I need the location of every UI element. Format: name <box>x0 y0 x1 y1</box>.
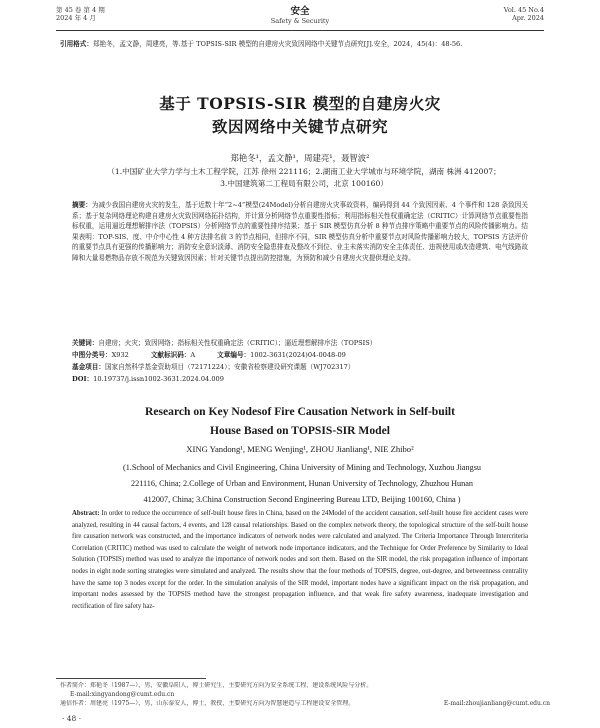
footnote-author-email: E-mail:xingyandong@cumt.edu.cn <box>70 691 175 698</box>
affiliations-zh-line2: 3.中国建筑第二工程局有限公司，北京 100160） <box>220 179 388 188</box>
header-date-en: Apr. 2024 <box>512 14 544 22</box>
running-header <box>56 6 544 28</box>
header-journal-zh: 安全 <box>290 6 310 17</box>
affiliations-en-line2: 221116, China; 2.College of Urban and Environment, Hunan University of Technology, Zhuzhou Hunan <box>131 479 473 488</box>
abstract-en-text: In order to reduce the occurrence of self-built house fires in China, based on the 24Model of the accident causation, self-built house fire accident cases were analyzed, resulting in 44 causal factors, 4 events, and 128 causal relationships. Based on the complex network theory, the topological structure of the self-built house fire causation network was constructed, and the importance indicators of network nodes were calculated and analyzed. The Criteria Importance Through Intercriteria Correlation (CRITIC) method was used to calculate the weight of network node importance indicators, and the Technique for Order Preference by Similarity to Ideal Solution (TOPSIS) method was used to analyze the importance of network nodes and sort them. Based on the SIR model, the risk propagation influence of important nodes in eight node sorting strategies were simulated and analyzed. The results show that the four methods of TOPSIS, degree, out-degree, and betweenness centrality have the same top 3 nodes except for the order. In the simulation analysis of the SIR model, important nodes have a significant impact on the risk propagation, and important nodes assessed by the TOPSIS method have the strongest propagation influence, and that weak fire safety awareness, inadequate investigation and rectification of fire safety haz- <box>72 510 528 610</box>
affiliations-en-line3: 412007, China; 3.China Construction Second Engineering Bureau LTD, Beijing 100160, China ) <box>143 495 461 504</box>
abstract-en-label: Abstract: <box>72 510 100 517</box>
footnote-corresponding-email: E-mail:zhoujianliang@cumt.edu.cn <box>443 700 550 707</box>
abstract-zh <box>72 200 528 264</box>
title-en-line1: Research on Key Nodesof Fire Causation Network in Self-built <box>144 405 455 418</box>
funding-label: 基金项目： <box>72 363 105 371</box>
keywords-zh-label: 关键词： <box>72 339 99 347</box>
clc-value: X932 <box>111 351 129 359</box>
footnote-author-bio: 作者简介：郑艳冬（1987—），男，安徽阜阳人，博士研究生，主要研究方向为安全系统工程、建设系统风险与分析。 <box>60 682 373 689</box>
abstract-en <box>72 508 528 612</box>
keywords-zh <box>72 338 540 348</box>
authors-zh: 郑艳冬¹，孟文静¹，周建亮¹，聂智波² <box>230 153 370 163</box>
funding <box>72 362 540 372</box>
abstract-zh-label: 摘要： <box>72 201 92 209</box>
citation-format <box>60 40 548 49</box>
header-rule <box>56 30 544 31</box>
header-journal-en: Safety & Security <box>270 17 330 25</box>
doi-label: DOI： <box>72 375 94 383</box>
title-en-line2: House Based on TOPSIS-SIR Model <box>210 424 390 437</box>
doi <box>72 374 540 384</box>
clc-label: 中图分类号： <box>72 351 112 359</box>
affiliations-en-line1: (1.School of Mechanics and Civil Engineering, China University of Mining and Technology, Xuzhou Jiangsu <box>122 463 482 472</box>
citation-label: 引用格式： <box>60 40 93 48</box>
header-volume-en-line: Vol. 45 No.4 <box>503 6 544 14</box>
doi-text: 10.19737/j.issn1002-3631.2024.04.009 <box>93 375 224 383</box>
footnote-rule <box>56 678 206 679</box>
classification-line <box>72 350 540 360</box>
keywords-zh-text: 自建房；火灾；致因网络；指标相关性权重确定法（CRITIC）；逼近理想解排序法（TOPSIS） <box>98 339 377 347</box>
affiliations-en <box>64 460 540 508</box>
article-no-label: 文章编号： <box>217 351 251 359</box>
doc-code-value: A <box>190 351 196 359</box>
affiliations-zh-line1: （1.中国矿业大学力学与土木工程学院，江苏 徐州 221116；2.湖南工业大学城市与环境学院，湖南 株洲 412007； <box>107 167 501 176</box>
title-en <box>60 402 540 440</box>
affiliations-zh <box>68 166 540 190</box>
abstract-zh-text: 为减少我国自建房火灾的发生，基于近数十年“2~4”模型(24Model)分析自建房火灾事故资料，编码得到 44 个致因因素、4 个事件和 128 条致因关系；基于复杂网络理论构建自建房火灾致因网络拓扑结构，并计算分析网络节点重要性指标；利用指标相关性权重确定法（CRITIC）计算网络节点重要性指标权重，运用逼近理想解排序法（TOPSIS）分析网络节点的重要性排序结果；基于 SIR 模型仿真分析 8 种节点排序策略中重要节点的风险传播影响力。结果表明：TOP-SIS、度、中介中心性 4 种方法排名前 3 的节点相同，但排序不同，SIR 模型仿真分析中重要节点对风险传播影响力较大，TOPSIS 方法评价的重要节点具有更强的传播影响力；消防安全意识淡薄、消防安全隐患排查及整改不到位、业主未落实消防安全主体责任、违规使用或改造建筑、电气线路故障和大量易燃物品存放不规范为关键致因因素；针对关键节点提出防控措施，为预防和减少自建房火灾提供理论支持。 <box>72 201 529 262</box>
authors-en: XING Yandong¹, MENG Wenjing¹, ZHOU Jianliang¹, NIE Zhibo² <box>186 444 414 454</box>
footnote-corresponding-text: 通信作者：周建亮（1975—），男，山东泰安人，博士，教授，主要研究方向为智慧建造与工程建设安全管理。 <box>60 700 355 707</box>
header-volume-en <box>504 6 544 22</box>
funding-text: 国家自然科学基金资助项目（72171224）；安徽省检察建设研究课题（WJ702317） <box>104 363 355 371</box>
title-zh-line2: 致因网络中关键节点研究 <box>211 117 388 136</box>
footnote-corresponding <box>60 700 550 708</box>
citation-text: 郑艳冬，孟文静，周建亮，等.基于 TOPSIS-SIR 模型的自建房火灾致因网络中关键节点研究[J].安全，2024，45(4)：48-56. <box>92 40 463 48</box>
title-zh-line1: 基于 TOPSIS-SIR 模型的自建房火灾 <box>159 94 441 113</box>
header-date-zh: 2024 年 4 月 <box>56 14 96 22</box>
article-no-value: 1002-3631(2024)04-0048-09 <box>250 351 346 359</box>
header-journal <box>56 6 544 25</box>
page-number: · 48 · <box>62 714 82 723</box>
header-volume-zh: 第 45 卷 第 4 期 <box>56 6 105 14</box>
doc-code-label: 文献标识码： <box>150 351 191 359</box>
title-zh <box>60 92 540 138</box>
